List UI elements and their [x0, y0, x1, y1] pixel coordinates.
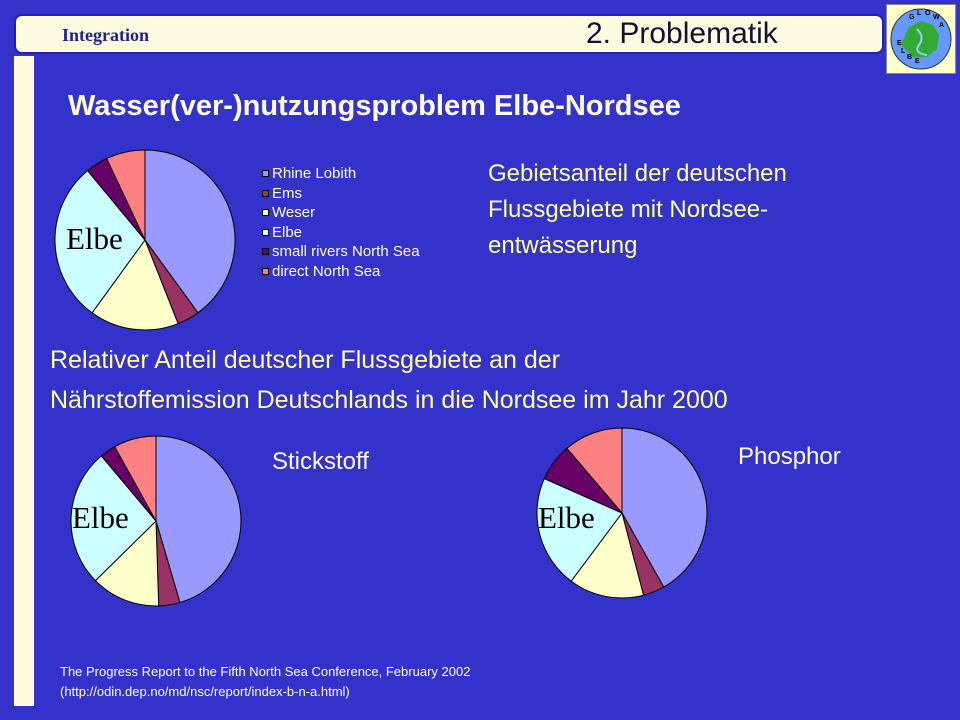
relativ-line-1: Relativer Anteil deutscher Flussgebiete an der [50, 346, 561, 374]
main-title: Wasser(ver-)nutzungsproblem Elbe-Nordsee [68, 90, 681, 122]
elbe-slice-label: Elbe [66, 221, 123, 256]
legend-item-rhine-lobith [262, 164, 420, 184]
legend-swatch [262, 190, 269, 197]
legend-swatch [262, 229, 269, 236]
legend [262, 164, 420, 281]
logo-letter: W [933, 14, 940, 21]
source-citation [60, 662, 470, 702]
gebietsanteil-line-2: Flussgebiete mit Nordsee- [488, 196, 769, 223]
stickstoff-title: Stickstoff [272, 448, 369, 475]
relativ-line-2: Nährstoffemission Deutschlands in die Nordsee im Jahr 2000 [50, 386, 728, 414]
legend-label: Ems [272, 184, 302, 202]
relativ-anteil-heading [50, 340, 940, 420]
pie-chart-stickstoff [66, 436, 246, 616]
glowa-elbe-logo [886, 4, 956, 74]
pie-chart-phosphor [534, 425, 714, 605]
legend-swatch [262, 209, 269, 216]
logo-letter: L [901, 48, 906, 55]
legend-item-small-rivers-north-sea [262, 242, 420, 262]
phosphor-title: Phosphor [738, 443, 841, 470]
logo-letter: L [917, 10, 922, 17]
source-line-2: (http://odin.dep.no/md/nsc/report/index-b-n-a.html) [60, 684, 350, 699]
legend-item-elbe [262, 223, 420, 243]
legend-item-weser [262, 203, 420, 223]
legend-label: direct North Sea [272, 262, 381, 280]
legend-swatch [262, 170, 269, 177]
source-line-1: The Progress Report to the Fifth North Sea Conference, February 2002 [60, 664, 471, 679]
logo-letter: E [897, 40, 902, 47]
gebietsanteil-description [488, 156, 908, 264]
legend-label: Weser [272, 204, 316, 221]
slide-section-title: 2. Problematik [586, 17, 778, 50]
logo-letter: B [907, 54, 913, 61]
elbe-slice-label: Elbe [72, 500, 129, 535]
legend-label: Rhine Lobith [272, 165, 357, 182]
legend-swatch [262, 268, 269, 275]
legend-item-direct-north-sea [262, 262, 420, 282]
legend-swatch [262, 248, 269, 255]
logo-letter: G [909, 14, 915, 21]
logo-letter: A [939, 22, 945, 29]
gebietsanteil-line-3: entwässerung [488, 232, 638, 259]
logo-letter: O [925, 10, 931, 17]
section-label: Integration [62, 25, 149, 45]
pie-chart-gebietsanteil [50, 145, 240, 335]
logo-icon [887, 5, 955, 73]
legend-label: small rivers North Sea [272, 243, 420, 260]
logo-letter: E [915, 58, 920, 65]
left-rail [14, 56, 34, 706]
elbe-slice-label: Elbe [538, 500, 595, 535]
legend-item-ems [262, 184, 420, 204]
gebietsanteil-line-1: Gebietsanteil der deutschen [488, 160, 787, 187]
legend-label: Elbe [272, 223, 303, 241]
